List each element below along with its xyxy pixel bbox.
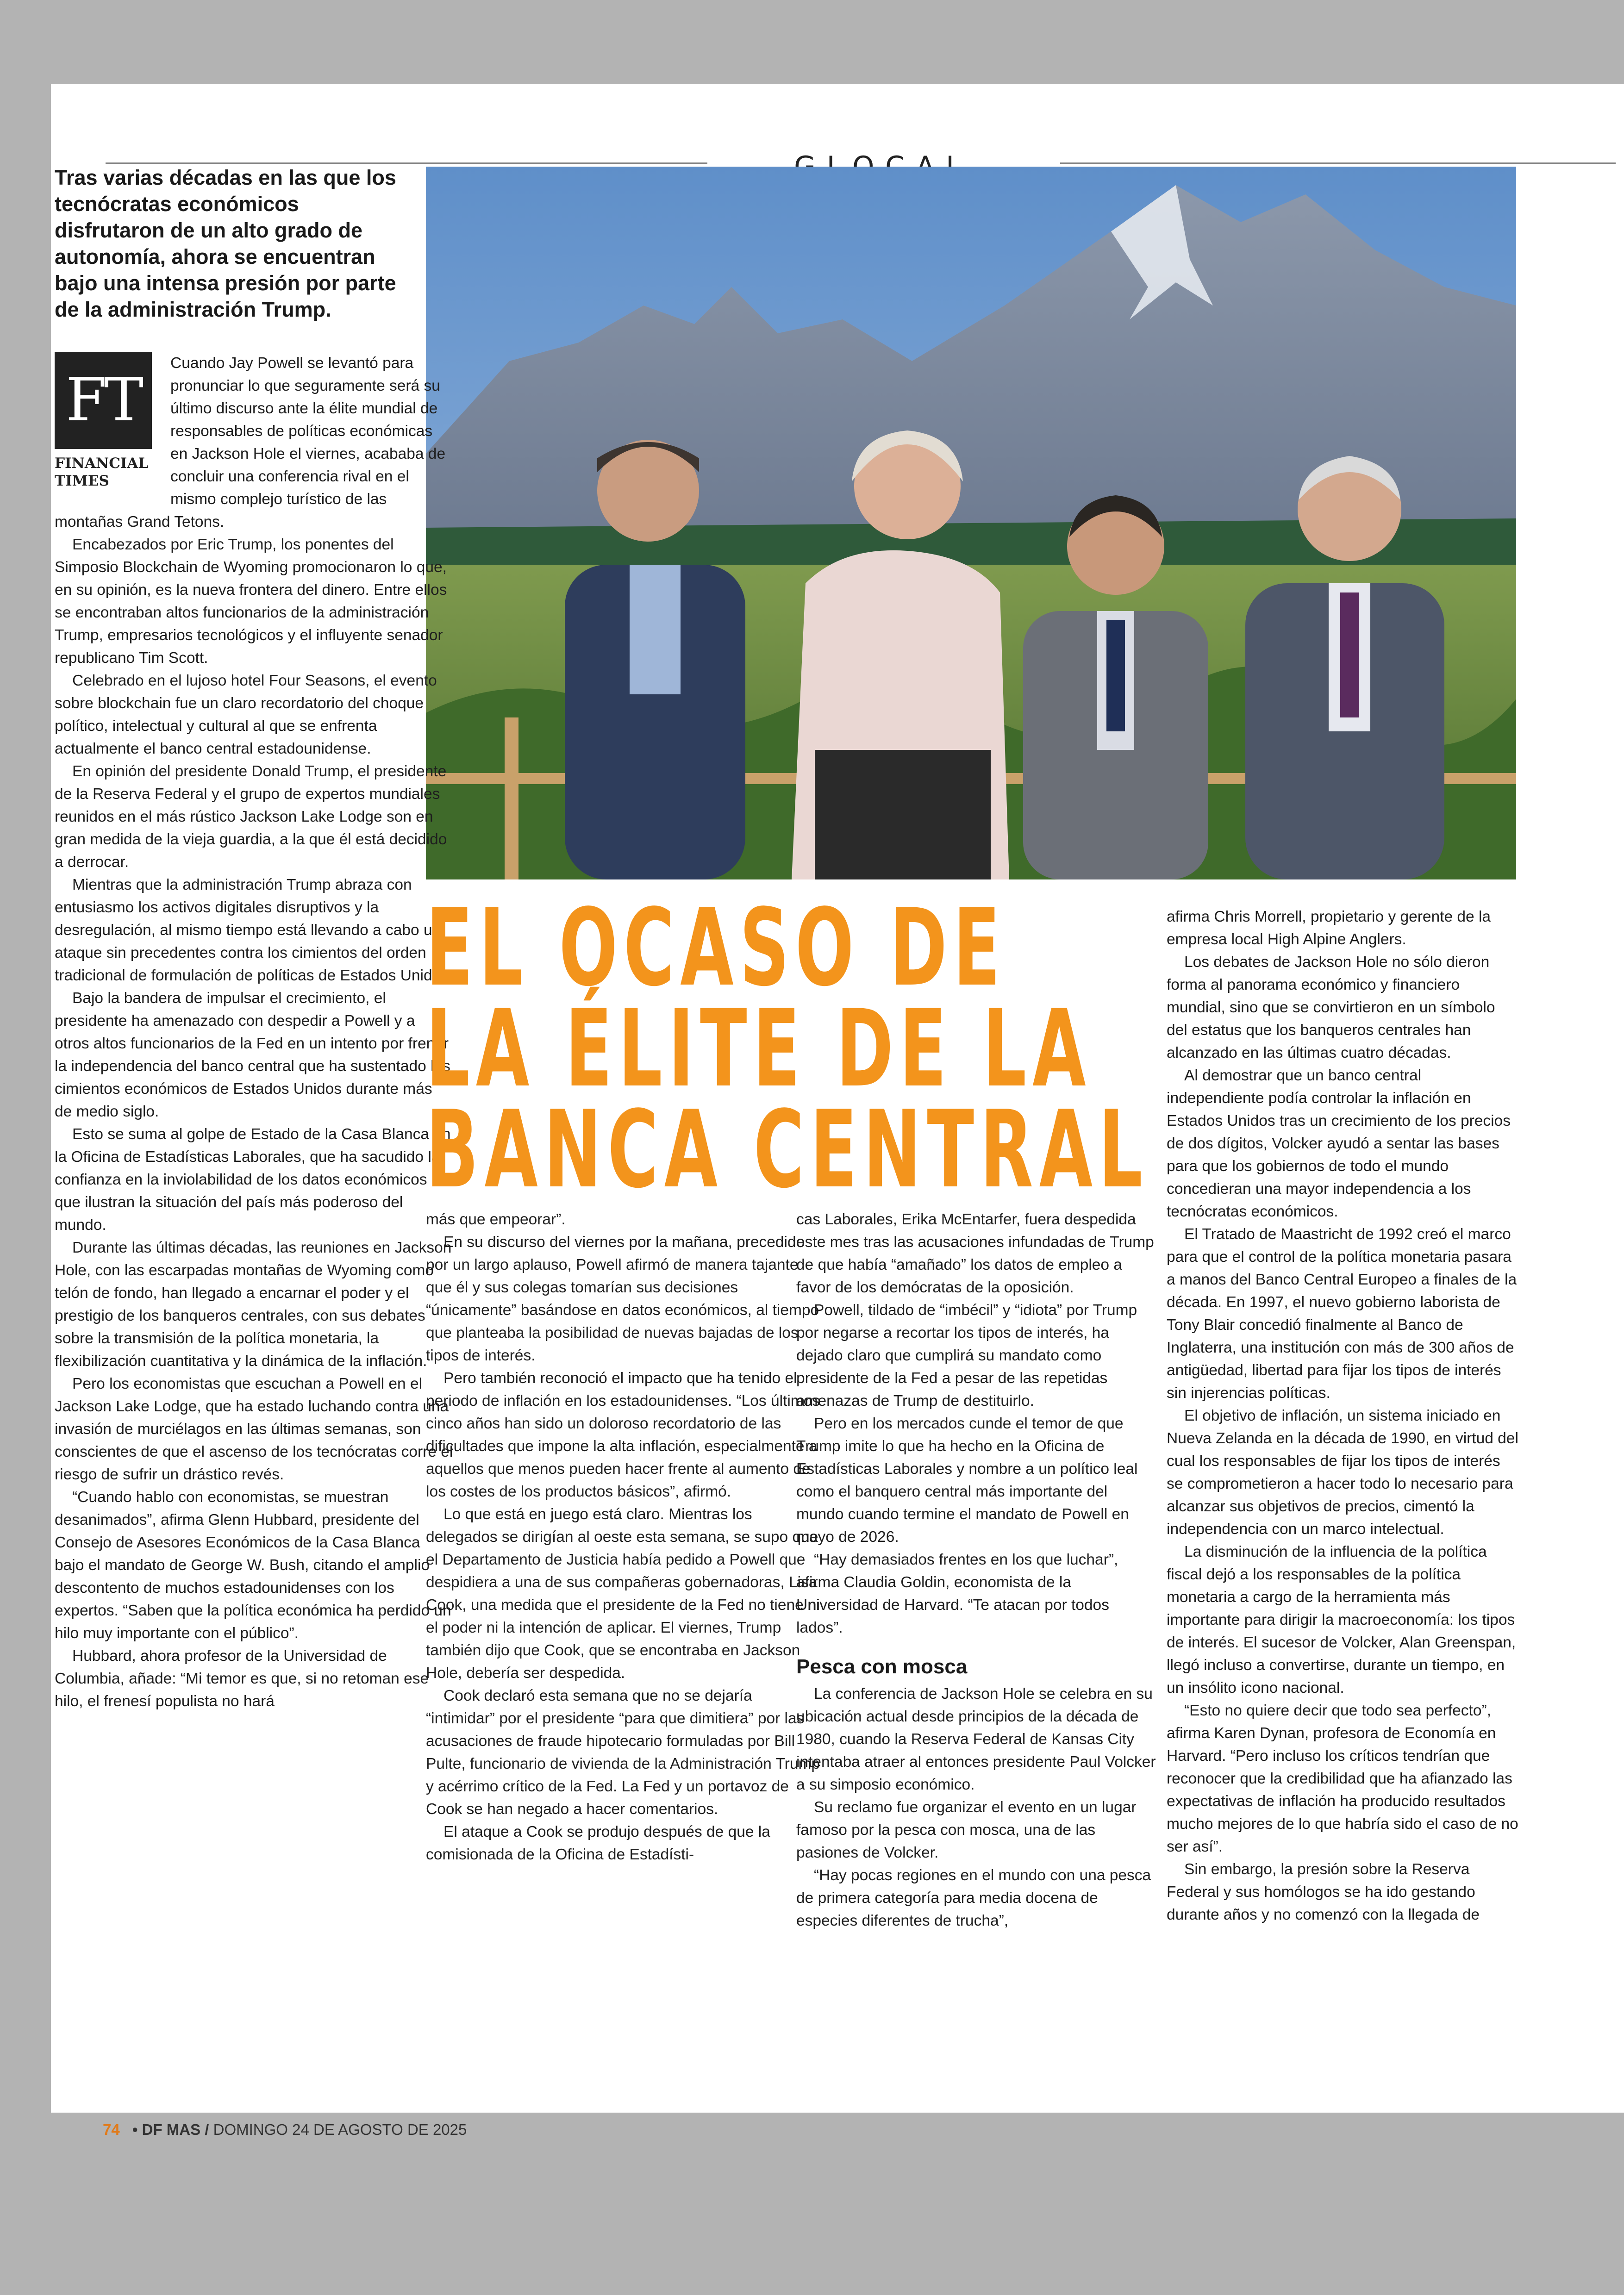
paragraph: Durante las últimas décadas, las reuniones en Jackson Hole, con las escarpadas montañas de Wyoming como telón de fondo, han llegado a encarnar el poder y el prestigio de los banqueros centrales, con sus debates sobre la transmisión de la política monetaria, la flexibilización cuantitativa y la dinámica de la inflación. (55, 1239, 452, 1370)
paragraph: “Hay demasiados frentes en los que luchar”, afirma Claudia Goldin, economista de la Universidad de Harvard. “Te atacan por todos lados”. (796, 1551, 1118, 1636)
paragraph: En su discurso del viernes por la mañana, precedido por un largo aplauso, Powell afirmó de manera tajante que él y sus colegas tomarían sus decisiones “únicamente” basándose en datos económicos, al tiempo que planteaba la posibilidad de nuevas bajadas de los tipos de interés. (426, 1234, 819, 1364)
paragraph: La conferencia de Jackson Hole se celebra en su ubicación actual desde principios de la década de 1980, cuando la Reserva Federal de Kansas City intentaba atraer al entonces presidente Paul Volcker a su simposio económico. (796, 1685, 1156, 1793)
header-rule-right (1060, 162, 1616, 164)
paragraph: La disminución de la influencia de la política fiscal dejó a los responsables de la política monetaria a cargo de la herramienta más importante para dirigir la macroeconomía: los tipos de interés. El sucesor de Volcker, Alan Greenspan, llegó incluso a convertirse, durante un tiempo, en un insólito icono nacional. (1167, 1543, 1516, 1696)
paragraph: Lo que está en juego está claro. Mientras los delegados se dirigían al oeste esta semana, se supo que el Departamento de Justicia había pedido a Powell que despidiera a una de sus compañeras gobernadoras, Lisa Cook, una medida que el presidente de la Fed no tiene ni el poder ni la intención de aplicar. El viernes, Trump también dijo que Cook, que se encontraba en Jackson Hole, debería ser despedida. (426, 1506, 820, 1682)
text-column-3 (796, 1208, 1157, 1932)
ft-logo-name-2: TIMES (55, 473, 109, 489)
paragraph: Celebrado en el lujoso hotel Four Seasons, el evento sobre blockchain fue un claro recordatorio del choque político, intelectual y cultural al que se enfrenta actualmente el banco central estadounidense. (55, 672, 437, 757)
headline-line-3: BANCA CENTRAL (426, 1088, 1149, 1212)
publication-name: • DF MAS / (132, 2121, 209, 2138)
text-column-1 (55, 352, 454, 1713)
paragraph: Mientras que la administración Trump abraza con entusiasmo los activos digitales disruptivos y la desregulación, al mismo tiempo está llevando a cabo un ataque sin precedentes contra los cimientos del orden tradicional de formulación de políticas de Estados Unidos. (55, 876, 453, 984)
paragraph: El objetivo de inflación, un sistema iniciado en Nueva Zelanda en la década de 1990, en virtud del cual los responsables de fijar los tipos de interés se comprometieron a hacer todo lo necesario para alcanzar sus objetivos de precios, cimentó la independencia con un marco intelectual. (1167, 1407, 1518, 1538)
article-lede: Tras varias décadas en las que los tecnócratas económicos disfrutaron de un alto grado de autonomía, ahora se encuentran bajo una intensa presión por parte de la administración Trump. (55, 166, 396, 321)
page-number: 74 (103, 2121, 120, 2138)
page-footer (103, 2121, 467, 2139)
subheading: Pesca con mosca (796, 1655, 968, 1678)
text-column-2 (426, 1208, 825, 1866)
headline-line-1: EL OCASO DE (426, 886, 1006, 1010)
paragraph: afirma Chris Morrell, propietario y gerente de la empresa local High Alpine Anglers. (1167, 908, 1491, 948)
logo-space (55, 352, 170, 500)
issue-date: DOMINGO 24 DE AGOSTO DE 2025 (213, 2121, 467, 2138)
paragraph: En opinión del presidente Donald Trump, el presidente de la Reserva Federal y el grupo de expertos mundiales reunidos en el más rústico Jackson Lake Lodge son en gran medida de la vieja guardia, a la que él está decidido a derrocar. (55, 763, 447, 871)
paragraph: Bajo la bandera de impulsar el crecimiento, el presidente ha amenazado con despedir a Powell y a otros altos funcionarios de la Fed en un intento por frenar la independencia del banco central que ha sustentado los cimientos económicos de Estados Unidos durante más de medio siglo. (55, 990, 450, 1120)
paragraph: Pero los economistas que escuchan a Powell en el Jackson Lake Lodge, que ha estado luchando contra una invasión de murciélagos en las últimas semanas, son conscientes de que el ascenso de los tecnócratas corre el riesgo de sufrir un drástico revés. (55, 1375, 453, 1483)
paragraph: más que empeorar”. (426, 1211, 566, 1228)
headline (426, 886, 1149, 1212)
ft-logo-name-1: FINANCIAL (55, 455, 149, 472)
paragraph: El Tratado de Maastricht de 1992 creó el marco para que el control de la política monetaria pasara a manos del Banco Central Europeo a finales de la década. En 1997, el nuevo gobierno laborista de Tony Blair concedió finalmente al Banco de Inglaterra, una institución con más de 300 años de antigüedad, libertad para fijar los tipos de interés sin injerencias políticas. (1167, 1226, 1517, 1402)
paragraph: Hubbard, ahora profesor de la Universidad de Columbia, añade: “Mi temor es que, si no retoman ese hilo, el frenesí populista no hará (55, 1647, 429, 1710)
photo-illustration (426, 167, 1516, 879)
paragraph: Powell, tildado de “imbécil” y “idiota” por Trump por negarse a recortar los tipos de interés, ha dejado claro que cumplirá su mandato como presidente de la Fed a pesar de las repetidas amenazas de Trump de destituirlo. (796, 1302, 1137, 1409)
paragraph: Pero también reconoció el impacto que ha tenido el periodo de inflación en los estadounidenses. “Los últimos cinco años han sido un doloroso recordatorio de las dificultades que impone la alta inflación, especialmente a aquellos que menos pueden hacer frente al aumento de los costes de los productos básicos”, afirmó. (426, 1370, 820, 1500)
paragraph: Sin embargo, la presión sobre la Reserva Federal y sus homólogos se ha ido gestando durante años y no comenzó con la llegada de (1167, 1861, 1480, 1923)
paragraph: Pero en los mercados cunde el temor de que Trump imite lo que ha hecho en la Oficina de Estadísticas Laborales y nombre a un político leal como el banquero central más importante del mundo cuando termine el mandato de Powell en mayo de 2026. (796, 1415, 1138, 1546)
paragraph: “Cuando hablo con economistas, se muestran desanimados”, afirma Glenn Hubbard, presidente del Consejo de Asesores Económicos de la Casa Blanca bajo el mandato de George W. Bush, citando el amplio descontento de muchos estadounidenses con los expertos. “Saben que la política económica ha perdido un hilo muy importante con el público”. (55, 1489, 451, 1642)
paragraph: “Hay pocas regiones en el mundo con una pesca de primera categoría para media docena de especies diferentes de trucha”, (796, 1867, 1151, 1929)
paragraph: cas Laborales, Erika McEntarfer, fuera despedida este mes tras las acusaciones infundadas de Trump de que había “amañado” los datos de empleo a favor de los demócratas de la oposición. (796, 1211, 1154, 1296)
article-photo (426, 167, 1516, 879)
text-column-4 (1167, 905, 1518, 1926)
paragraph: Cook declaró esta semana que no se dejaría “intimidar” por el presidente “para que dimitiera” por las acusaciones de fraude hipotecario formuladas por Bill Pulte, funcionario de vivienda de la Administración Trump y acérrimo crítico de la Fed. La Fed y un portavoz de Cook se han negado a hacer comentarios. (426, 1687, 820, 1818)
paragraph: “Esto no quiere decir que todo sea perfecto”, afirma Karen Dynan, profesora de Economía en Harvard. “Pero incluso los críticos tendrían que reconocer que la credibilidad que ha afianzado las expectativas de inflación ha producido resultados mucho mejores de lo que habría sido el caso de no ser así”. (1167, 1702, 1518, 1855)
paragraph: Su reclamo fue organizar el evento en un lugar famoso por la pesca con mosca, una de las pasiones de Volcker. (796, 1799, 1137, 1861)
headline-line-2: LA ÉLITE DE LA (426, 987, 1092, 1111)
paragraph: Cuando Jay Powell se levantó para pronunciar lo que seguramente será su último discurso ante la élite mundial de responsables de políticas económicas en Jackson Hole el viernes, acababa de concluir una conferencia rival en el mismo complejo turístico de las montañas Grand Tetons. (55, 355, 446, 530)
ft-logo-mark: FT (55, 352, 152, 449)
paragraph: El ataque a Cook se produjo después de que la comisionada de la Oficina de Estadísti- (426, 1823, 770, 1863)
paragraph: Esto se suma al golpe de Estado de la Casa Blanca en la Oficina de Estadísticas Laborales, que ha sacudido la confianza en la inviolabilidad de los datos económicos que ilustran la situación del país más poderoso del mundo. (55, 1126, 451, 1234)
paragraph: Los debates de Jackson Hole no sólo dieron forma al panorama económico y financiero mundial, sino que se convirtieron en un símbolo del estatus que los banqueros centrales han alcanzado en las últimas cuatro décadas. (1167, 954, 1495, 1061)
paragraph: Encabezados por Eric Trump, los ponentes del Simposio Blockchain de Wyoming promocionaron lo que, en su opinión, es la nueva frontera del dinero. Entre ellos se encontraban altos funcionarios de la administración Trump, empresarios tecnológicos y el influyente senador republicano Tim Scott. (55, 536, 447, 667)
paragraph: Al demostrar que un banco central independiente podía controlar la inflación en Estados Unidos tras un crecimiento de los precios de dos dígitos, Volcker ayudó a sentar las bases para que los gobiernos de todo el mundo concedieran una mayor independencia a los tecnócratas económicos. (1167, 1067, 1511, 1220)
header-rule-left (106, 162, 707, 164)
